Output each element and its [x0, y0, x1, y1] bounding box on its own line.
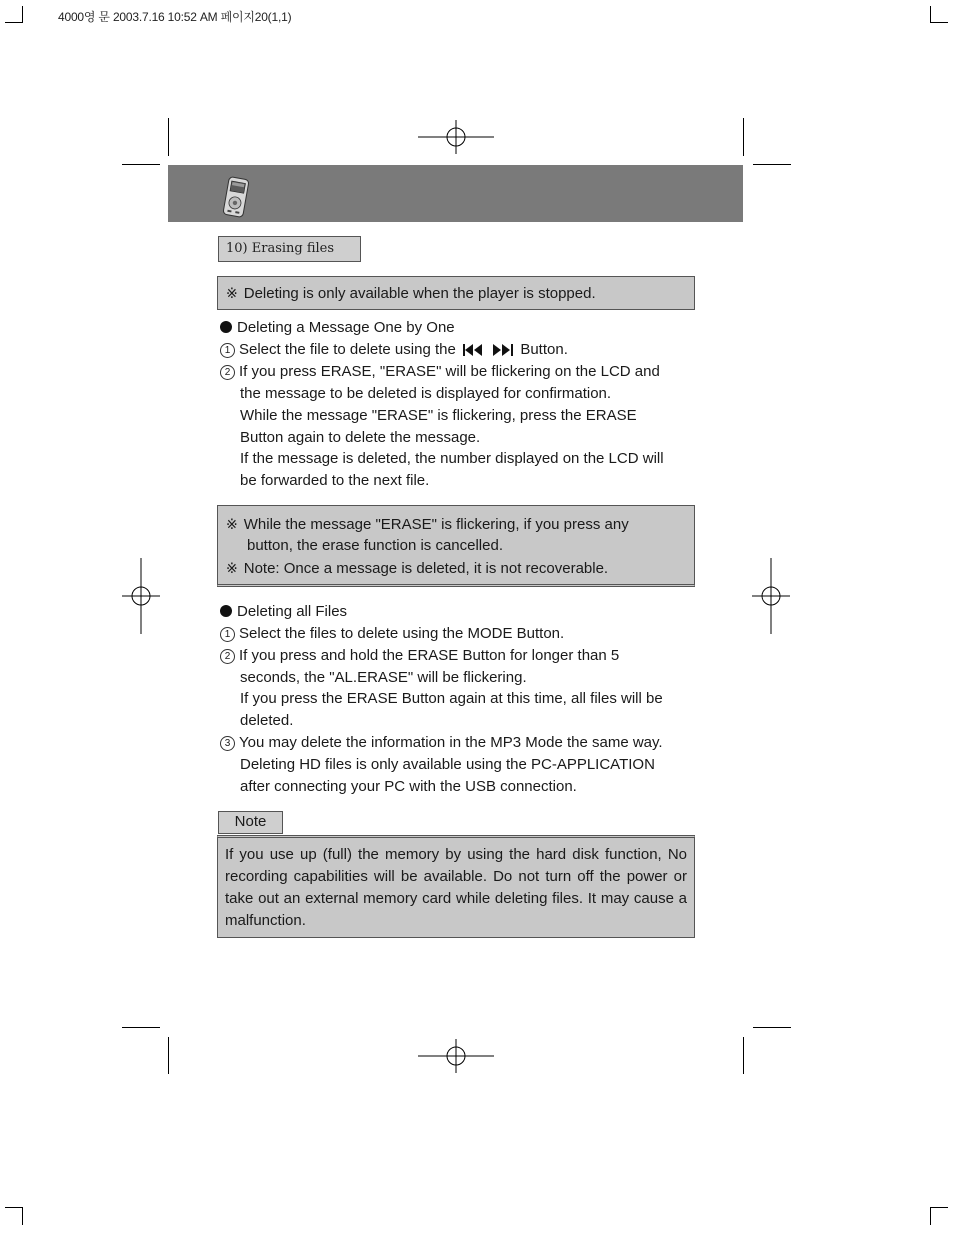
step-text-line: seconds, the "AL.ERASE" will be flickering.: [240, 669, 527, 686]
one-by-one-heading: Deleting a Message One by One: [220, 317, 693, 339]
step-text-line: Button again to delete the message.: [240, 429, 481, 446]
note-label: Note: [218, 811, 283, 834]
reference-mark: ※: [226, 285, 238, 301]
section-title: 10) Erasing files: [218, 236, 361, 262]
all-files-step-3: 3 You may delete the information in the MP3 Mode the same way.: [220, 732, 693, 754]
skip-forward-icon: [492, 343, 514, 357]
step-text-line: deleted.: [240, 712, 294, 729]
reference-mark: ※: [226, 560, 238, 576]
print-header: 4000영 문 2003.7.16 10:52 AM 페이지20(1,1): [58, 10, 292, 24]
notice-text: Deleting is only available when the player is stopped.: [243, 285, 596, 302]
header-banner: [168, 165, 743, 222]
step-text-line: Deleting HD files is only available using the PC-APPLICATION: [240, 756, 655, 773]
bullet-icon: [220, 321, 232, 333]
registration-mark-top: [418, 120, 494, 154]
skip-back-icon: [462, 343, 484, 357]
step-number: 3: [220, 736, 235, 751]
step-number: 2: [220, 649, 235, 664]
step-text-line: after connecting your PC with the USB connection.: [240, 778, 577, 795]
warning-line: ※ Note: Once a message is deleted, it is not recoverable.: [226, 560, 609, 577]
registration-mark-left: [122, 558, 160, 634]
erase-warning-box: [217, 505, 695, 587]
stopped-notice: [217, 276, 695, 310]
registration-mark-bottom: [418, 1039, 494, 1073]
step-text-line: be forwarded to the next file.: [240, 472, 430, 489]
all-files-step-2: 2 If you press and hold the ERASE Button for longer than 5: [220, 645, 693, 667]
step-number: 2: [220, 365, 235, 380]
all-files-step-1: 1 Select the files to delete using the MODE Button.: [220, 623, 693, 645]
bullet-icon: [220, 605, 232, 617]
warning-line: button, the erase function is cancelled.: [247, 537, 503, 554]
step-number: 1: [220, 343, 235, 358]
step-text-line: While the message "ERASE" is flickering, press the ERASE: [240, 407, 637, 424]
step-text-line: If you press the ERASE Button again at this time, all files will be: [240, 690, 663, 707]
one-by-one-step-2: 2 If you press ERASE, "ERASE" will be flickering on the LCD and: [220, 361, 693, 383]
all-files-heading: Deleting all Files: [220, 601, 693, 623]
registration-mark-right: [752, 558, 790, 634]
step-number: 1: [220, 627, 235, 642]
step-text-line: the message to be deleted is displayed for confirmation.: [240, 385, 612, 402]
reference-mark: ※: [226, 516, 238, 532]
mp3-player-device-icon: [221, 176, 251, 218]
one-by-one-step-1: 1 Select the file to delete using the Button.: [220, 339, 693, 361]
note-box: If you use up (full) the memory by using the hard disk function, No recording capabilities will be available. Do not turn off the power or take out an external memory card while deleting files. It may cause a malfunction.: [217, 835, 695, 938]
step-text-line: If the message is deleted, the number displayed on the LCD will: [240, 450, 664, 467]
warning-line: ※ While the message "ERASE" is flickering, if you press any: [226, 516, 629, 533]
